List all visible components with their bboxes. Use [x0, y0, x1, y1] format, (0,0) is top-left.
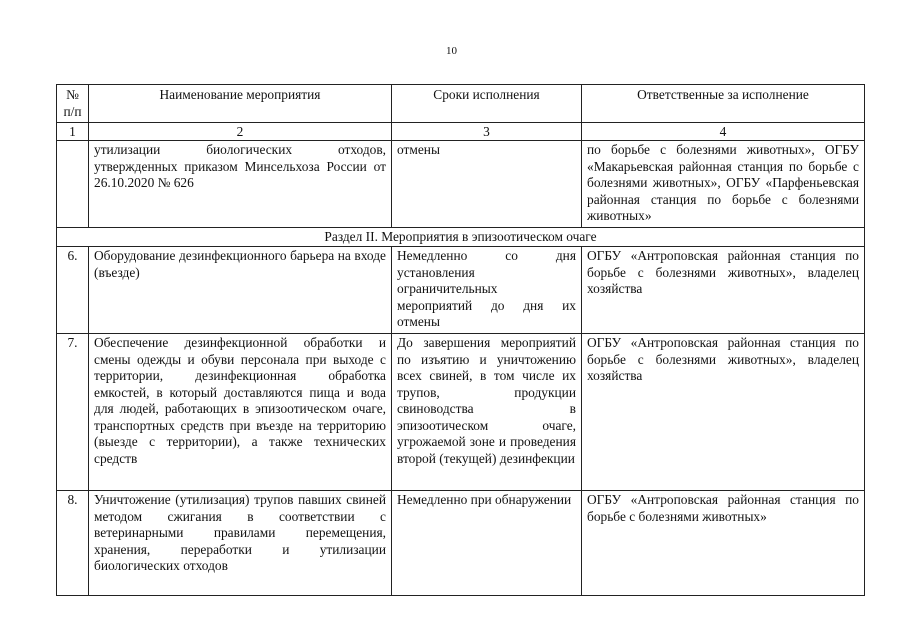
page-number: 10	[446, 45, 457, 57]
header-responsible: Ответственные за исполнение	[582, 85, 865, 123]
column-numbers-row	[57, 123, 865, 141]
row-num	[57, 141, 89, 228]
table-row	[57, 334, 865, 491]
header-terms: Сроки исполнения	[392, 85, 582, 123]
row-num: 6.	[57, 247, 89, 334]
table-row-continued	[57, 141, 865, 228]
column-number: 2	[89, 123, 392, 141]
header-num: № п/п	[57, 85, 89, 123]
column-number: 3	[392, 123, 582, 141]
row-responsible: ОГБУ «Антроповская районная станция по борьбе с болезнями животных», владелец хозяйства	[582, 247, 865, 334]
column-number: 4	[582, 123, 865, 141]
table-row	[57, 247, 865, 334]
row-name: Уничтожение (утилизация) трупов павших свиней методом сжигания в соответствии с ветеринарными правилами перемещения, хранения, переработки и утилизации биологических отходов	[89, 491, 392, 596]
header-name: Наименование мероприятия	[89, 85, 392, 123]
row-responsible: ОГБУ «Антроповская районная станция по борьбе с болезнями животных»	[582, 491, 865, 596]
table-row	[57, 491, 865, 596]
section-title: Раздел II. Мероприятия в эпизоотическом очаге	[57, 228, 865, 247]
row-num: 8.	[57, 491, 89, 596]
row-terms: Немедленно со дня установления ограничительных мероприятий до дня их отмены	[392, 247, 582, 334]
section-row	[57, 228, 865, 247]
row-num: 7.	[57, 334, 89, 491]
row-terms: До завершения мероприятий по изъятию и уничтожению всех свиней, в том числе их трупов, продукции свиноводства в эпизоотическом очаге, угрожаемой зоне и проведения второй (текущей) дезинфекции	[392, 334, 582, 491]
measures-table	[56, 84, 865, 596]
table-header-row	[57, 85, 865, 123]
column-number: 1	[57, 123, 89, 141]
row-responsible: по борьбе с болезнями животных», ОГБУ «Макарьевская районная станция по борьбе с болезнями животных», ОГБУ «Парфеньевская районная станция по борьбе с болезнями животных»	[582, 141, 865, 228]
row-terms: отмены	[392, 141, 582, 228]
row-name: Оборудование дезинфекционного барьера на входе (въезде)	[89, 247, 392, 334]
row-terms: Немедленно при обнаружении	[392, 491, 582, 596]
row-name: Обеспечение дезинфекционной обработки и смены одежды и обуви персонала при выходе с территории, дезинфекционная обработка емкостей, в который доставляются пища и вода для людей, работающих в эпизоотическом очаге, транспортных средств при въезде на территорию (выезде с территории), а также технических средств	[89, 334, 392, 491]
row-name: утилизации биологических отходов, утвержденных приказом Минсельхоза России от 26.10.2020 № 626	[89, 141, 392, 228]
row-responsible: ОГБУ «Антроповская районная станция по борьбе с болезнями животных», владелец хозяйства	[582, 334, 865, 491]
